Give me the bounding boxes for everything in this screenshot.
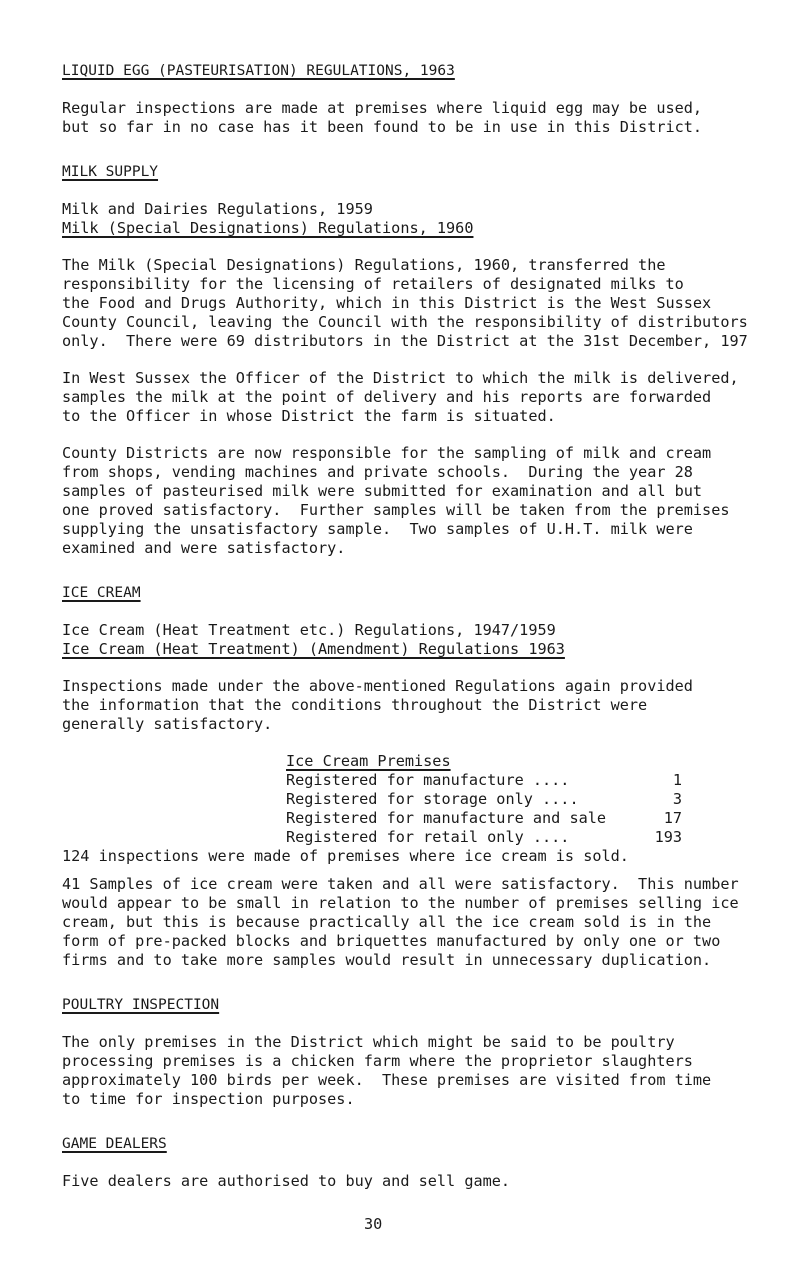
milk-para2-line: samples the milk at the point of delivery and his reports are forwarded — [62, 388, 712, 406]
poultry-line: approximately 100 birds per week. These premises are visited from time — [62, 1071, 712, 1089]
milk-para1-line: County Council, leaving the Council with the responsibility of distributors — [62, 313, 748, 331]
game-dealers-heading: GAME DEALERS — [62, 1136, 167, 1152]
milk-para2-line: In West Sussex the Officer of the District to which the milk is delivered, — [62, 369, 739, 387]
milk-para3-line: County Districts are now responsible for the sampling of milk and cream — [62, 444, 712, 462]
ice-cream-regulation-1: Ice Cream (Heat Treatment etc.) Regulations, 1947/1959 — [62, 621, 556, 639]
poultry-line: processing premises is a chicken farm where the proprietor slaughters — [62, 1052, 693, 1070]
game-dealers-line: Five dealers are authorised to buy and sell game. — [62, 1172, 511, 1190]
milk-supply-heading: MILK SUPPLY — [62, 164, 159, 180]
liquid-egg-line-2: but so far in no case has it been found to be in use in this District. — [62, 118, 703, 136]
ice-cream-para2-line: 41 Samples of ice cream were taken and all were satisfactory. This number — [62, 875, 739, 893]
milk-para3-line: supplying the unsatisfactory sample. Two samples of U.H.T. milk were — [62, 520, 693, 538]
milk-para2-line: to the Officer in whose District the farm is situated. — [62, 407, 556, 425]
ice-cream-para1-line: generally satisfactory. — [62, 715, 273, 733]
poultry-line: to time for inspection purposes. — [62, 1090, 355, 1108]
milk-regulation-2: Milk (Special Designations) Regulations, 1960 — [62, 219, 474, 237]
milk-para3-line: samples of pasteurised milk were submitted for examination and all but — [62, 482, 703, 500]
row-value: 3 — [672, 790, 682, 808]
milk-para3-line: from shops, vending machines and private schools. During the year 28 — [62, 463, 693, 481]
row-value: 193 — [654, 828, 682, 846]
row-label: Registered for storage only .... — [286, 790, 579, 808]
ice-cream-para2-line: firms and to take more samples would result in unnecessary duplication. — [62, 951, 712, 969]
ice-cream-para2-line: cream, but this is because practically all the ice cream sold is in the — [62, 913, 712, 931]
milk-para1-line: The Milk (Special Designations) Regulations, 1960, transferred the — [62, 256, 666, 274]
liquid-egg-heading: LIQUID EGG (PASTEURISATION) REGULATIONS, 1963 — [62, 63, 455, 79]
poultry-heading: POULTRY INSPECTION — [62, 997, 220, 1013]
milk-para1-line: responsibility for the licensing of retailers of designated milks to — [62, 275, 684, 293]
page-number: 30 — [364, 1215, 383, 1233]
ice-cream-para1-line: Inspections made under the above-mentioned Regulations again provided — [62, 677, 693, 695]
table-title: Ice Cream Premises — [286, 752, 451, 770]
row-value: 17 — [663, 809, 682, 827]
milk-para3-line: examined and were satisfactory. — [62, 539, 346, 557]
ice-cream-inspections-line: 124 inspections were made of premises where ice cream is sold. — [62, 847, 629, 865]
row-label: Registered for retail only .... — [286, 828, 570, 846]
row-label: Registered for manufacture and sale — [286, 809, 607, 827]
milk-para3-line: one proved satisfactory. Further samples will be taken from the premises — [62, 501, 730, 519]
ice-cream-para2-line: would appear to be small in relation to the number of premises selling ice — [62, 894, 739, 912]
milk-regulation-1: Milk and Dairies Regulations, 1959 — [62, 200, 373, 218]
row-value: 1 — [672, 771, 682, 789]
ice-cream-heading: ICE CREAM — [62, 585, 141, 601]
ice-cream-para2-line: form of pre-packed blocks and briquettes manufactured by only one or two — [62, 932, 721, 950]
poultry-line: The only premises in the District which might be said to be poultry — [62, 1033, 675, 1051]
milk-para1-line: the Food and Drugs Authority, which in this District is the West Sussex — [62, 294, 712, 312]
row-label: Registered for manufacture .... — [286, 771, 570, 789]
ice-cream-regulation-2: Ice Cream (Heat Treatment) (Amendment) Regulations 1963 — [62, 640, 565, 658]
liquid-egg-line-1: Regular inspections are made at premises where liquid egg may be used, — [62, 99, 703, 117]
ice-cream-para1-line: the information that the conditions throughout the District were — [62, 696, 648, 714]
milk-para1-line: only. There were 69 distributors in the District at the 31st December, 197 — [62, 332, 748, 350]
